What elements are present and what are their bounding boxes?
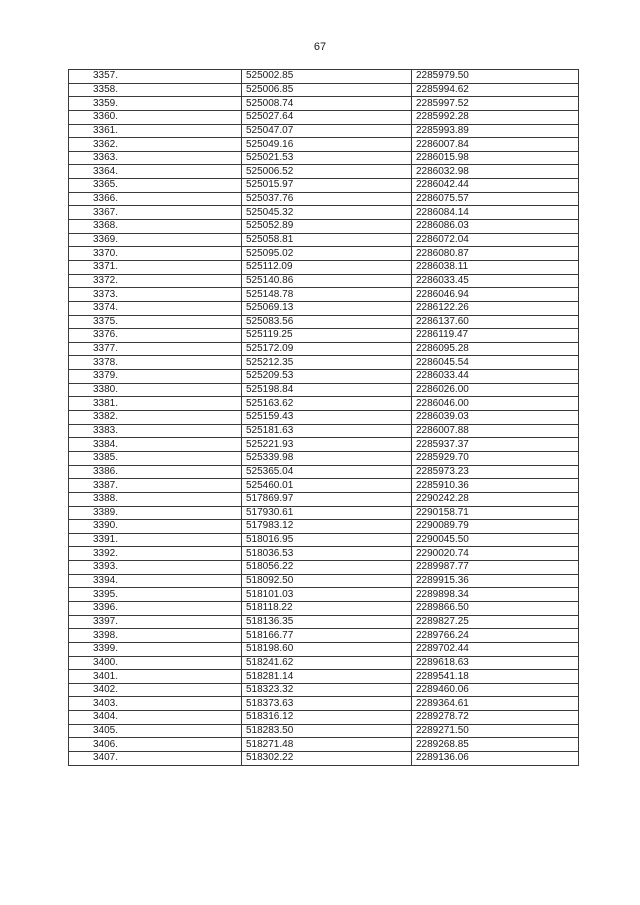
y-coordinate-cell: 2286038.11 (412, 260, 579, 274)
x-coordinate-cell: 525140.86 (242, 274, 412, 288)
table-row (69, 165, 579, 179)
point-number-cell: 3359. (69, 97, 242, 111)
x-coordinate-cell: 518036.53 (242, 547, 412, 561)
table-row (69, 70, 579, 84)
table-row (69, 138, 579, 152)
point-number-cell: 3404. (69, 711, 242, 725)
table-row (69, 465, 579, 479)
x-coordinate-cell: 518241.62 (242, 656, 412, 670)
point-number-cell: 3376. (69, 329, 242, 343)
table-row (69, 533, 579, 547)
x-coordinate-cell: 525002.85 (242, 70, 412, 84)
point-number-cell: 3402. (69, 683, 242, 697)
table-row (69, 356, 579, 370)
x-coordinate-cell: 525163.62 (242, 397, 412, 411)
point-number-cell: 3371. (69, 260, 242, 274)
coordinates-table (68, 69, 579, 766)
table-row (69, 601, 579, 615)
point-number-cell: 3387. (69, 479, 242, 493)
y-coordinate-cell: 2289268.85 (412, 738, 579, 752)
point-number-cell: 3395. (69, 588, 242, 602)
table-row (69, 479, 579, 493)
y-coordinate-cell: 2286080.87 (412, 247, 579, 261)
y-coordinate-cell: 2289987.77 (412, 561, 579, 575)
y-coordinate-cell: 2290158.71 (412, 506, 579, 520)
x-coordinate-cell: 525339.98 (242, 451, 412, 465)
y-coordinate-cell: 2286072.04 (412, 233, 579, 247)
table-row (69, 342, 579, 356)
x-coordinate-cell: 517983.12 (242, 520, 412, 534)
x-coordinate-cell: 518281.14 (242, 670, 412, 684)
y-coordinate-cell: 2286122.26 (412, 301, 579, 315)
x-coordinate-cell: 525047.07 (242, 124, 412, 138)
point-number-cell: 3373. (69, 288, 242, 302)
x-coordinate-cell: 525049.16 (242, 138, 412, 152)
point-number-cell: 3400. (69, 656, 242, 670)
table-row (69, 574, 579, 588)
table-row (69, 151, 579, 165)
point-number-cell: 3398. (69, 629, 242, 643)
table-row (69, 588, 579, 602)
x-coordinate-cell: 517869.97 (242, 492, 412, 506)
x-coordinate-cell: 525159.43 (242, 411, 412, 425)
x-coordinate-cell: 525212.35 (242, 356, 412, 370)
y-coordinate-cell: 2289827.25 (412, 615, 579, 629)
point-number-cell: 3390. (69, 520, 242, 534)
x-coordinate-cell: 525083.56 (242, 315, 412, 329)
point-number-cell: 3363. (69, 151, 242, 165)
y-coordinate-cell: 2289898.34 (412, 588, 579, 602)
x-coordinate-cell: 525008.74 (242, 97, 412, 111)
y-coordinate-cell: 2289618.63 (412, 656, 579, 670)
point-number-cell: 3361. (69, 124, 242, 138)
y-coordinate-cell: 2286045.54 (412, 356, 579, 370)
y-coordinate-cell: 2290242.28 (412, 492, 579, 506)
y-coordinate-cell: 2285910.36 (412, 479, 579, 493)
y-coordinate-cell: 2289915.36 (412, 574, 579, 588)
y-coordinate-cell: 2286026.00 (412, 383, 579, 397)
y-coordinate-cell: 2289460.06 (412, 683, 579, 697)
y-coordinate-cell: 2286046.00 (412, 397, 579, 411)
y-coordinate-cell: 2285973.23 (412, 465, 579, 479)
x-coordinate-cell: 525198.84 (242, 383, 412, 397)
y-coordinate-cell: 2285937.37 (412, 438, 579, 452)
y-coordinate-cell: 2286007.84 (412, 138, 579, 152)
x-coordinate-cell: 525365.04 (242, 465, 412, 479)
point-number-cell: 3396. (69, 601, 242, 615)
x-coordinate-cell: 518136.35 (242, 615, 412, 629)
x-coordinate-cell: 525015.97 (242, 179, 412, 193)
x-coordinate-cell: 518316.12 (242, 711, 412, 725)
point-number-cell: 3369. (69, 233, 242, 247)
x-coordinate-cell: 518092.50 (242, 574, 412, 588)
x-coordinate-cell: 525021.53 (242, 151, 412, 165)
point-number-cell: 3389. (69, 506, 242, 520)
point-number-cell: 3384. (69, 438, 242, 452)
x-coordinate-cell: 525069.13 (242, 301, 412, 315)
y-coordinate-cell: 2286015.98 (412, 151, 579, 165)
x-coordinate-cell: 518323.32 (242, 683, 412, 697)
point-number-cell: 3393. (69, 561, 242, 575)
x-coordinate-cell: 518101.03 (242, 588, 412, 602)
y-coordinate-cell: 2286084.14 (412, 206, 579, 220)
table-row (69, 411, 579, 425)
point-number-cell: 3407. (69, 752, 242, 766)
x-coordinate-cell: 525460.01 (242, 479, 412, 493)
point-number-cell: 3379. (69, 370, 242, 384)
table-row (69, 383, 579, 397)
y-coordinate-cell: 2286007.88 (412, 424, 579, 438)
y-coordinate-cell: 2289541.18 (412, 670, 579, 684)
table-row (69, 642, 579, 656)
table-row (69, 629, 579, 643)
point-number-cell: 3388. (69, 492, 242, 506)
x-coordinate-cell: 525095.02 (242, 247, 412, 261)
coordinates-table-body (69, 70, 579, 766)
y-coordinate-cell: 2285979.50 (412, 70, 579, 84)
x-coordinate-cell: 525045.32 (242, 206, 412, 220)
point-number-cell: 3397. (69, 615, 242, 629)
point-number-cell: 3386. (69, 465, 242, 479)
table-row (69, 220, 579, 234)
x-coordinate-cell: 525037.76 (242, 192, 412, 206)
y-coordinate-cell: 2289136.06 (412, 752, 579, 766)
table-row (69, 247, 579, 261)
x-coordinate-cell: 518198.60 (242, 642, 412, 656)
table-row (69, 561, 579, 575)
table-row (69, 520, 579, 534)
point-number-cell: 3358. (69, 83, 242, 97)
point-number-cell: 3362. (69, 138, 242, 152)
y-coordinate-cell: 2286033.44 (412, 370, 579, 384)
table-row (69, 492, 579, 506)
point-number-cell: 3375. (69, 315, 242, 329)
point-number-cell: 3385. (69, 451, 242, 465)
table-row (69, 547, 579, 561)
y-coordinate-cell: 2289702.44 (412, 642, 579, 656)
x-coordinate-cell: 525052.89 (242, 220, 412, 234)
point-number-cell: 3392. (69, 547, 242, 561)
table-row (69, 451, 579, 465)
x-coordinate-cell: 518056.22 (242, 561, 412, 575)
y-coordinate-cell: 2286033.45 (412, 274, 579, 288)
point-number-cell: 3391. (69, 533, 242, 547)
x-coordinate-cell: 518166.77 (242, 629, 412, 643)
point-number-cell: 3401. (69, 670, 242, 684)
table-row (69, 260, 579, 274)
table-row (69, 329, 579, 343)
y-coordinate-cell: 2286137.60 (412, 315, 579, 329)
y-coordinate-cell: 2285997.52 (412, 97, 579, 111)
x-coordinate-cell: 525112.09 (242, 260, 412, 274)
table-row (69, 615, 579, 629)
table-row (69, 315, 579, 329)
point-number-cell: 3368. (69, 220, 242, 234)
x-coordinate-cell: 517930.61 (242, 506, 412, 520)
y-coordinate-cell: 2286042.44 (412, 179, 579, 193)
table-row (69, 83, 579, 97)
x-coordinate-cell: 525181.63 (242, 424, 412, 438)
x-coordinate-cell: 525148.78 (242, 288, 412, 302)
x-coordinate-cell: 518302.22 (242, 752, 412, 766)
point-number-cell: 3360. (69, 110, 242, 124)
table-row (69, 288, 579, 302)
x-coordinate-cell: 525119.25 (242, 329, 412, 343)
table-row (69, 670, 579, 684)
y-coordinate-cell: 2290020.74 (412, 547, 579, 561)
x-coordinate-cell: 518118.22 (242, 601, 412, 615)
x-coordinate-cell: 525027.64 (242, 110, 412, 124)
x-coordinate-cell: 525221.93 (242, 438, 412, 452)
table-row (69, 506, 579, 520)
y-coordinate-cell: 2290089.79 (412, 520, 579, 534)
table-row (69, 206, 579, 220)
point-number-cell: 3394. (69, 574, 242, 588)
x-coordinate-cell: 525209.53 (242, 370, 412, 384)
y-coordinate-cell: 2290045.50 (412, 533, 579, 547)
table-row (69, 397, 579, 411)
table-row (69, 274, 579, 288)
table-row (69, 110, 579, 124)
table-row (69, 752, 579, 766)
x-coordinate-cell: 525172.09 (242, 342, 412, 356)
x-coordinate-cell: 518283.50 (242, 724, 412, 738)
y-coordinate-cell: 2286086.03 (412, 220, 579, 234)
y-coordinate-cell: 2289766.24 (412, 629, 579, 643)
table-row (69, 656, 579, 670)
point-number-cell: 3381. (69, 397, 242, 411)
x-coordinate-cell: 525006.85 (242, 83, 412, 97)
table-row (69, 301, 579, 315)
y-coordinate-cell: 2285993.89 (412, 124, 579, 138)
table-row (69, 97, 579, 111)
point-number-cell: 3366. (69, 192, 242, 206)
x-coordinate-cell: 525058.81 (242, 233, 412, 247)
point-number-cell: 3374. (69, 301, 242, 315)
y-coordinate-cell: 2285994.62 (412, 83, 579, 97)
table-row (69, 124, 579, 138)
y-coordinate-cell: 2289364.61 (412, 697, 579, 711)
point-number-cell: 3377. (69, 342, 242, 356)
table-row (69, 724, 579, 738)
page-number: 67 (313, 41, 327, 53)
point-number-cell: 3383. (69, 424, 242, 438)
y-coordinate-cell: 2286095.28 (412, 342, 579, 356)
y-coordinate-cell: 2289271.50 (412, 724, 579, 738)
y-coordinate-cell: 2285992.28 (412, 110, 579, 124)
y-coordinate-cell: 2289278.72 (412, 711, 579, 725)
x-coordinate-cell: 518271.48 (242, 738, 412, 752)
point-number-cell: 3399. (69, 642, 242, 656)
point-number-cell: 3378. (69, 356, 242, 370)
table-row (69, 438, 579, 452)
point-number-cell: 3372. (69, 274, 242, 288)
table-row (69, 424, 579, 438)
table-row (69, 233, 579, 247)
table-row (69, 738, 579, 752)
y-coordinate-cell: 2286119.47 (412, 329, 579, 343)
y-coordinate-cell: 2285929.70 (412, 451, 579, 465)
y-coordinate-cell: 2286039.03 (412, 411, 579, 425)
x-coordinate-cell: 525006.52 (242, 165, 412, 179)
point-number-cell: 3365. (69, 179, 242, 193)
point-number-cell: 3370. (69, 247, 242, 261)
point-number-cell: 3403. (69, 697, 242, 711)
table-row (69, 370, 579, 384)
table-row (69, 179, 579, 193)
x-coordinate-cell: 518016.95 (242, 533, 412, 547)
y-coordinate-cell: 2286032.98 (412, 165, 579, 179)
point-number-cell: 3364. (69, 165, 242, 179)
x-coordinate-cell: 518373.63 (242, 697, 412, 711)
y-coordinate-cell: 2286046.94 (412, 288, 579, 302)
y-coordinate-cell: 2286075.57 (412, 192, 579, 206)
point-number-cell: 3406. (69, 738, 242, 752)
table-row (69, 697, 579, 711)
y-coordinate-cell: 2289866.50 (412, 601, 579, 615)
point-number-cell: 3382. (69, 411, 242, 425)
point-number-cell: 3367. (69, 206, 242, 220)
point-number-cell: 3380. (69, 383, 242, 397)
point-number-cell: 3405. (69, 724, 242, 738)
table-row (69, 192, 579, 206)
point-number-cell: 3357. (69, 70, 242, 84)
table-row (69, 683, 579, 697)
table-row (69, 711, 579, 725)
